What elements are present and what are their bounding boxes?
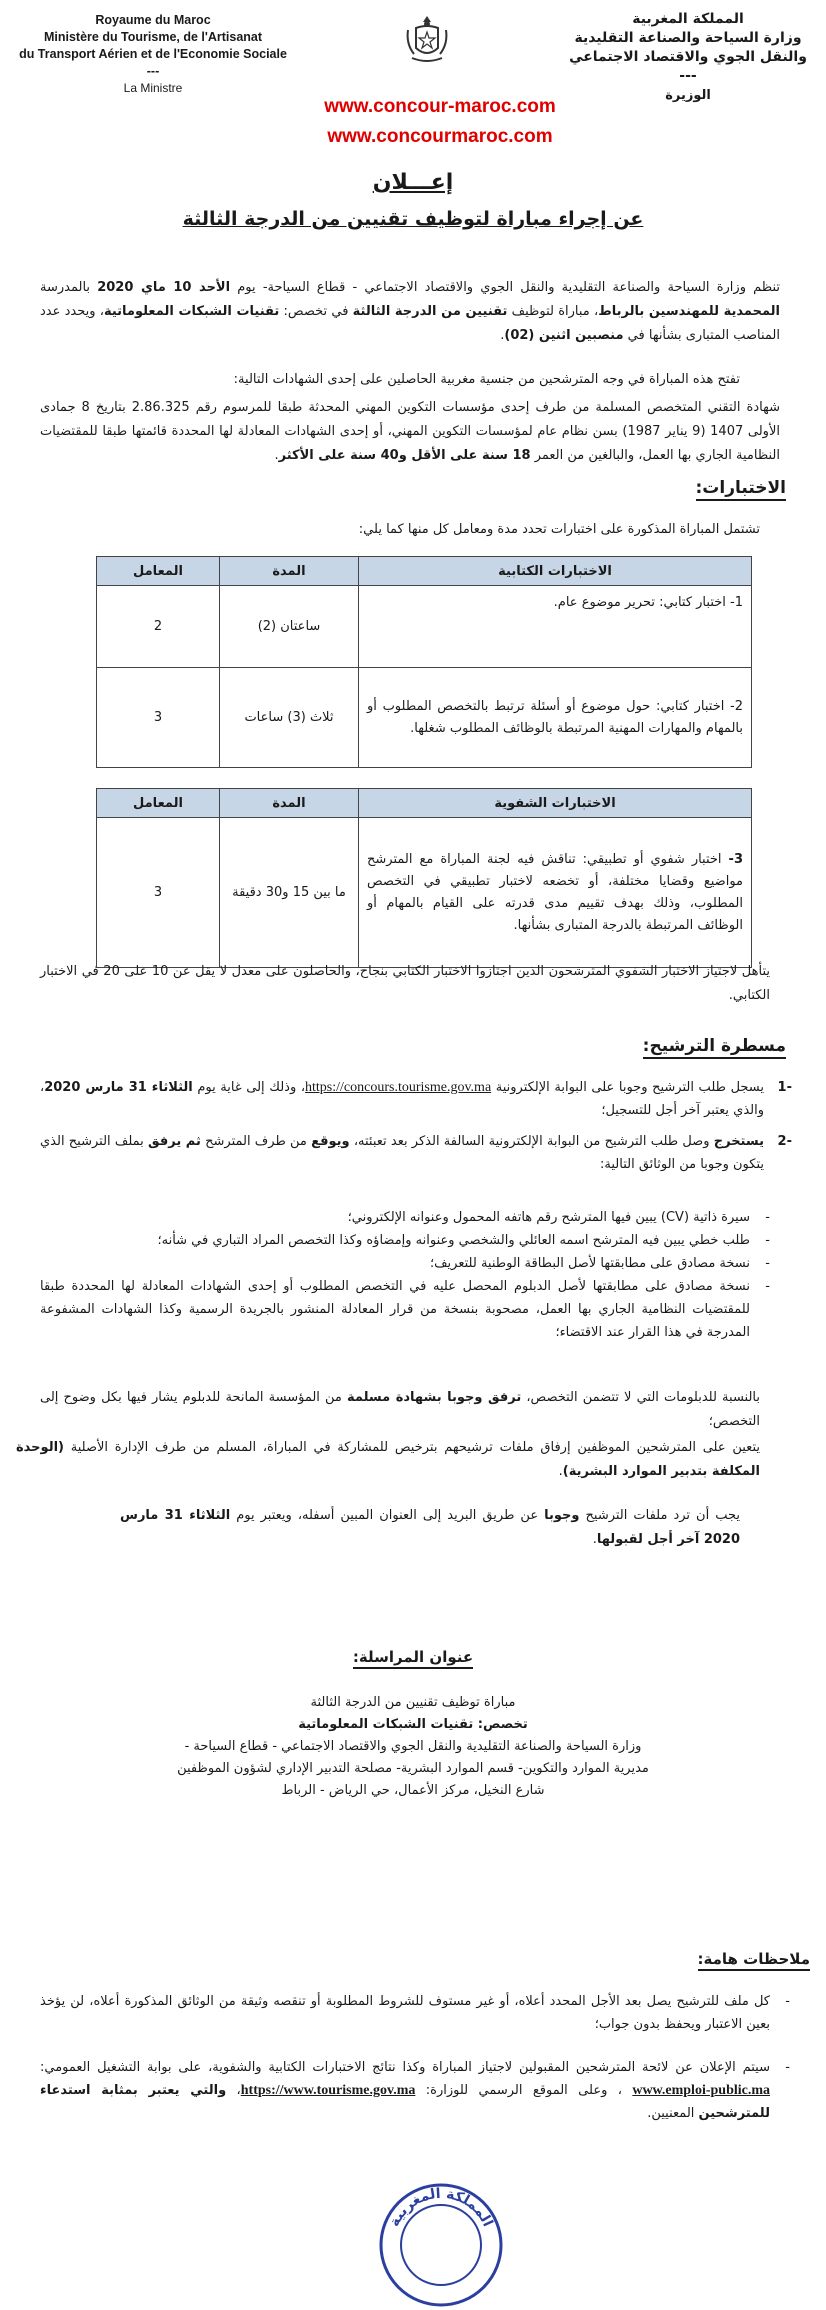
procedure-text-bold: ويوقع <box>311 1134 350 1149</box>
exam-coefficient: 2 <box>97 586 220 668</box>
intro-paragraph-3 <box>40 396 780 468</box>
table-row <box>97 586 752 668</box>
header-fr-minister: La Ministre <box>123 81 183 95</box>
note-text-bold: الثلاثاء 31 مارس 2020 آخر أجل لقبولها <box>120 1508 740 1547</box>
procedure-text: من طرف المترشح <box>200 1134 312 1149</box>
document-item: نسخة مصادق على مطابقتها لأصل الدبلوم المحصل عليه في التخصص المطلوب أو إحدى الشهادات المعادلة لها المحددة طبقا للمقتضيات النظامية الجاري بها العمل، مصحوبة بنسخة من قرار المعادلة المنشور بالجريدة الرسمية وكذا الشهادات المشفوعة المدرجة في هذا القرار عند الاقتضاء؛ <box>40 1279 750 1340</box>
ministry-website-link[interactable]: https://www.tourisme.gov.ma <box>240 2083 416 2098</box>
civil-servant-note <box>16 1436 760 1484</box>
procedure-text: بملف الترشيح الذي يتكون وجوبا من الوثائق التالية: <box>40 1134 764 1172</box>
list-item-number: -2 <box>777 1134 792 1149</box>
watermark-url-1: www.concour-maroc.com <box>324 96 556 117</box>
exam-description <box>359 818 752 968</box>
watermark-url-2: www.concourmaroc.com <box>327 126 553 147</box>
oral-exams-table <box>96 788 752 968</box>
header-written-exams: الاختبارات الكتابية <box>359 557 752 586</box>
header-duration: المدة <box>220 557 359 586</box>
note-text-bold: وجوبا <box>544 1508 580 1523</box>
note-text: عن طريق البريد إلى العنوان المبين أسفله، ويعتبر يوم <box>230 1508 545 1523</box>
list-bullet: - <box>765 1210 770 1225</box>
table-row <box>97 668 752 768</box>
header-ar-minister: الوزيرة <box>665 88 711 103</box>
address-line: مديرية الموارد والتكوين- قسم الموارد البشرية- مصلحة التدبير الإداري لشؤون الموظفين <box>177 1761 649 1776</box>
exam-duration: ما بين 15 و30 دقيقة <box>220 818 359 968</box>
list-bullet: - <box>785 1994 790 2009</box>
procedure-heading-text: مسطرة الترشيح: <box>643 1036 786 1059</box>
header-fr-line2: Ministère du Tourisme, de l'Artisanat <box>43 30 263 44</box>
mail-deadline-note <box>120 1504 740 1552</box>
intro-text: . <box>500 328 505 343</box>
table-row <box>97 818 752 968</box>
list-item <box>40 1076 792 1122</box>
exam-description: 2- اختبار كتابي: حول موضوع أو أسئلة ترتبط بالتخصص المطلوب أو بالمهام والمهارات المهنية المرتبطة بالوظائف المطلوب شغلها. <box>359 668 752 768</box>
important-notes-list <box>40 1990 790 2125</box>
header-arabic <box>558 10 818 105</box>
header-fr-line1: Royaume du Maroc <box>95 13 211 27</box>
address-line: تخصص: تقنيات الشبكات المعلوماتية <box>298 1717 528 1732</box>
exam-coefficient: 3 <box>97 818 220 968</box>
header-fr-line3: du Transport Aérien et de l'Economie Sociale <box>19 47 287 61</box>
exam-duration: ساعتان (2) <box>220 586 359 668</box>
procedure-text: ، وذلك إلى غاية يوم <box>192 1080 306 1095</box>
intro-text: في تخصص: <box>279 304 353 319</box>
svg-text:المملكة المغربية <box>386 2186 495 2229</box>
intro-text: ، ويحدد عدد المناصب المتبارى بشأنها في <box>40 304 780 343</box>
list-item <box>40 1275 770 1344</box>
document-item: نسخة مصادق على مطابقتها لأصل البطاقة الوطنية للتعريف؛ <box>429 1256 750 1271</box>
note-text: يجب أن ترد ملفات الترشيح <box>579 1508 740 1523</box>
eligibility-text: شهادة التقني المتخصص المسلمة من طرف إحدى مؤسسات التكوين المهني المحدثة طبقا للمرسوم رقم 2.86.325 بتاريخ 8 جمادى الأولى 1407 (9 يناير 1987) بسن نظام عام لمؤسسات التكوين المهني، أو إحدى الشهادات المعادلة لها المحددة قائمتها طبقا للمقتضيات النظامية الجاري بها العمل، والبالغين من العمر <box>40 400 780 463</box>
address-line: وزارة السياحة والصناعة التقليدية والنقل الجوي والاقتصاد الاجتماعي - قطاع السياحة - <box>184 1739 642 1754</box>
address-line: مباراة توظيف تقنيين من الدرجة الثالثة <box>310 1695 516 1710</box>
header-coefficient: المعامل <box>97 557 220 586</box>
age-requirement: 18 سنة على الأقل و40 سنة على الأكثر <box>278 448 531 463</box>
header-ar-line2: وزارة السياحة والصناعة التقليدية <box>574 30 802 46</box>
note-text: من المؤسسة المانحة للدبلوم يشار فيها بكل وضوح إلى التخصص؛ <box>40 1390 760 1429</box>
procedure-text-bold: يستخرج <box>713 1134 764 1149</box>
list-item-number: -1 <box>777 1080 792 1095</box>
required-documents-list <box>40 1206 770 1344</box>
exam-duration: ثلاث (3) ساعات <box>220 668 359 768</box>
note-text: ، وعلى الموقع الرسمي للوزارة: <box>415 2083 633 2098</box>
written-exams-table <box>96 556 752 768</box>
address-heading <box>0 1648 826 1666</box>
intro-paragraph-1 <box>40 276 780 348</box>
note-text: بالنسبة للدبلومات التي لا تتضمن التخصص، <box>521 1390 760 1405</box>
intro-paragraph-2: تفتح هذه المباراة في وجه المترشحين من جنسية مغربية الحاصلين على إحدى الشهادات التالية: <box>233 372 740 387</box>
note-item: كل ملف للترشيح يصل بعد الأجل المحدد أعلاه، أو غير مستوف للشروط المطلوبة أو تنقصه وثيقة من الوثائق المذكورة أعلاه، لن يؤخذ بعين الاعتبار ويحفظ بدون جواب؛ <box>40 1994 770 2032</box>
list-bullet: - <box>765 1279 770 1294</box>
header-ar-line1: المملكة المغربية <box>632 11 744 27</box>
header-duration: المدة <box>220 789 359 818</box>
intro-text: بالمدرسة <box>40 280 98 295</box>
list-bullet: - <box>765 1256 770 1271</box>
list-item <box>40 1252 770 1275</box>
oral-eligibility-note: يتأهل لاجتياز الاختبار الشفوي المترشحون الذين اجتازوا الاختبار الكتابي بنجاح، والحاصلون على معدل لا يقل عن 10 على 20 في الاختبار الكتابي. <box>40 964 771 1003</box>
header-oral-exams: الاختبارات الشفوية <box>359 789 752 818</box>
procedure-heading <box>643 1036 786 1056</box>
document-item: طلب خطي يبين فيه المترشح اسمه العائلي والشخصي وعنوانه وإمضاؤه وكذا التخصص المراد التباري في شأنه؛ <box>157 1233 750 1248</box>
exam-specialty: تقنيات الشبكات المعلوماتية <box>103 304 280 319</box>
list-bullet: - <box>785 2060 790 2075</box>
exams-intro: تشتمل المباراة المذكورة على اختبارات تحدد مدة ومعامل كل منها كما يلي: <box>358 522 760 537</box>
exam-grade: تقنيين من الدرجة الثالثة <box>352 304 508 319</box>
announcement-title-text: إعـــلان <box>372 170 454 195</box>
header-french <box>8 12 298 97</box>
notes-heading-text: ملاحظات هامة: <box>698 1950 810 1971</box>
list-item <box>40 1229 770 1252</box>
procedure-list <box>40 1076 792 1184</box>
header-ar-separator: --- <box>679 68 697 84</box>
table-header-row <box>97 789 752 818</box>
official-stamp-icon <box>376 2180 506 2310</box>
list-item-body <box>40 1130 764 1176</box>
procedure-text: وصل طلب الترشيح من البوابة الإلكترونية السالفة الذكر بعد تعبئته، <box>349 1134 714 1149</box>
procedure-text-bold: ثم يرفق <box>148 1134 201 1149</box>
exam-venue: المحمدية للمهندسين بالرباط <box>598 304 780 319</box>
note-text: . <box>592 1532 597 1547</box>
note-text-bold: ترفق وجوبا بشهادة مسلمة <box>347 1390 522 1405</box>
list-item <box>40 1206 770 1229</box>
note-text-bold: (الوحدة المكلفة بتدبير الموارد البشرية) <box>16 1440 760 1479</box>
registration-deadline: الثلاثاء 31 مارس 2020 <box>44 1080 193 1095</box>
procedure-text: ، والذي يعتبر آخر أجل للتسجيل؛ <box>40 1080 764 1118</box>
header-ar-line3: والنقل الجوي والاقتصاد الاجتماعي <box>569 49 807 65</box>
eligibility-text: . <box>274 448 279 463</box>
mailing-address <box>160 1692 666 1802</box>
intro-text: تنظم وزارة السياحة والصناعة التقليدية والنقل الجوي والاقتصاد الاجتماعي - قطاع السياحة- يوم <box>230 280 781 295</box>
notes-heading <box>698 1950 810 1968</box>
emploi-public-link[interactable]: www.emploi-public.ma <box>632 2083 771 2098</box>
announcement-subtitle <box>0 208 826 230</box>
registration-portal-link[interactable]: https://concours.tourisme.gov.ma <box>305 1080 492 1095</box>
header-fr-separator: --- <box>146 64 160 78</box>
royal-emblem-icon <box>404 14 450 66</box>
header-coefficient: المعامل <box>97 789 220 818</box>
document-item: سيرة ذاتية (CV) يبين فيها المترشح رقم هاتفه المحمول وعنوانه الإلكتروني؛ <box>347 1210 750 1225</box>
exam-number: 3- <box>728 851 743 867</box>
exam-description-text: اختبار شفوي أو تطبيقي: تناقش فيه لجنة المباراة مع المترشح مواضيع وقضايا مختلفة، أو تخضعه لاختبار تطبيقي في التخصص المطلوب، وذلك بهدف تقييم مدى قدرته على القيام بالمهام أو الوظائف المرتبطة بالدرجة المتبارى بشأنها. <box>367 851 743 933</box>
exam-date: الأحد 10 ماي 2020 <box>97 280 231 295</box>
exam-description: 1- اختبار كتابي: تحرير موضوع عام. <box>359 586 752 668</box>
diploma-specialty-note <box>40 1386 760 1434</box>
note-text: سيتم الإعلان عن لائحة المترشحين المقبولين لاجتياز المباراة وكذا نتائج الاختبارات الكتابية والشفوية، على بوابة التشغيل العمومي: <box>40 2060 770 2075</box>
exams-heading <box>696 478 787 498</box>
stamp-text: المملكة المغربية <box>386 2185 496 2230</box>
note-text: يتعين على المترشحين الموظفين إرفاق ملفات ترشيحهم بترخيص للمشاركة في المباراة، المسلم من طرف الإدارة الأصلية <box>63 1440 760 1455</box>
procedure-text: يسجل طلب الترشيح وجوبا على البوابة الإلكترونية <box>491 1080 765 1095</box>
list-bullet: - <box>765 1233 770 1248</box>
positions-count: منصبين اثنين (02) <box>504 328 624 343</box>
announcement-title <box>0 170 826 195</box>
note-text: المعنيين. <box>647 2106 699 2121</box>
note-text-bold: والتي يعتبر بمثابة استدعاء للمترشحين <box>40 2083 770 2121</box>
list-item-body <box>40 1076 764 1122</box>
announcement-subtitle-text: عن إجراء مباراة لتوظيف تقنيين من الدرجة الثالثة <box>182 208 644 230</box>
note-text: . <box>558 1464 563 1479</box>
note-text: ، <box>226 2083 241 2098</box>
list-item <box>40 1130 792 1176</box>
address-line: شارع النخيل، مركز الأعمال، حي الرياض - الرباط <box>281 1783 545 1798</box>
list-item <box>40 1990 790 2036</box>
exams-heading-text: الاختبارات: <box>696 478 787 501</box>
list-item <box>40 2056 790 2125</box>
note-item <box>40 2056 770 2125</box>
table-header-row <box>97 557 752 586</box>
address-heading-text: عنوان المراسلة: <box>353 1648 473 1669</box>
intro-text: ، مباراة لتوظيف <box>507 304 599 319</box>
exam-coefficient: 3 <box>97 668 220 768</box>
